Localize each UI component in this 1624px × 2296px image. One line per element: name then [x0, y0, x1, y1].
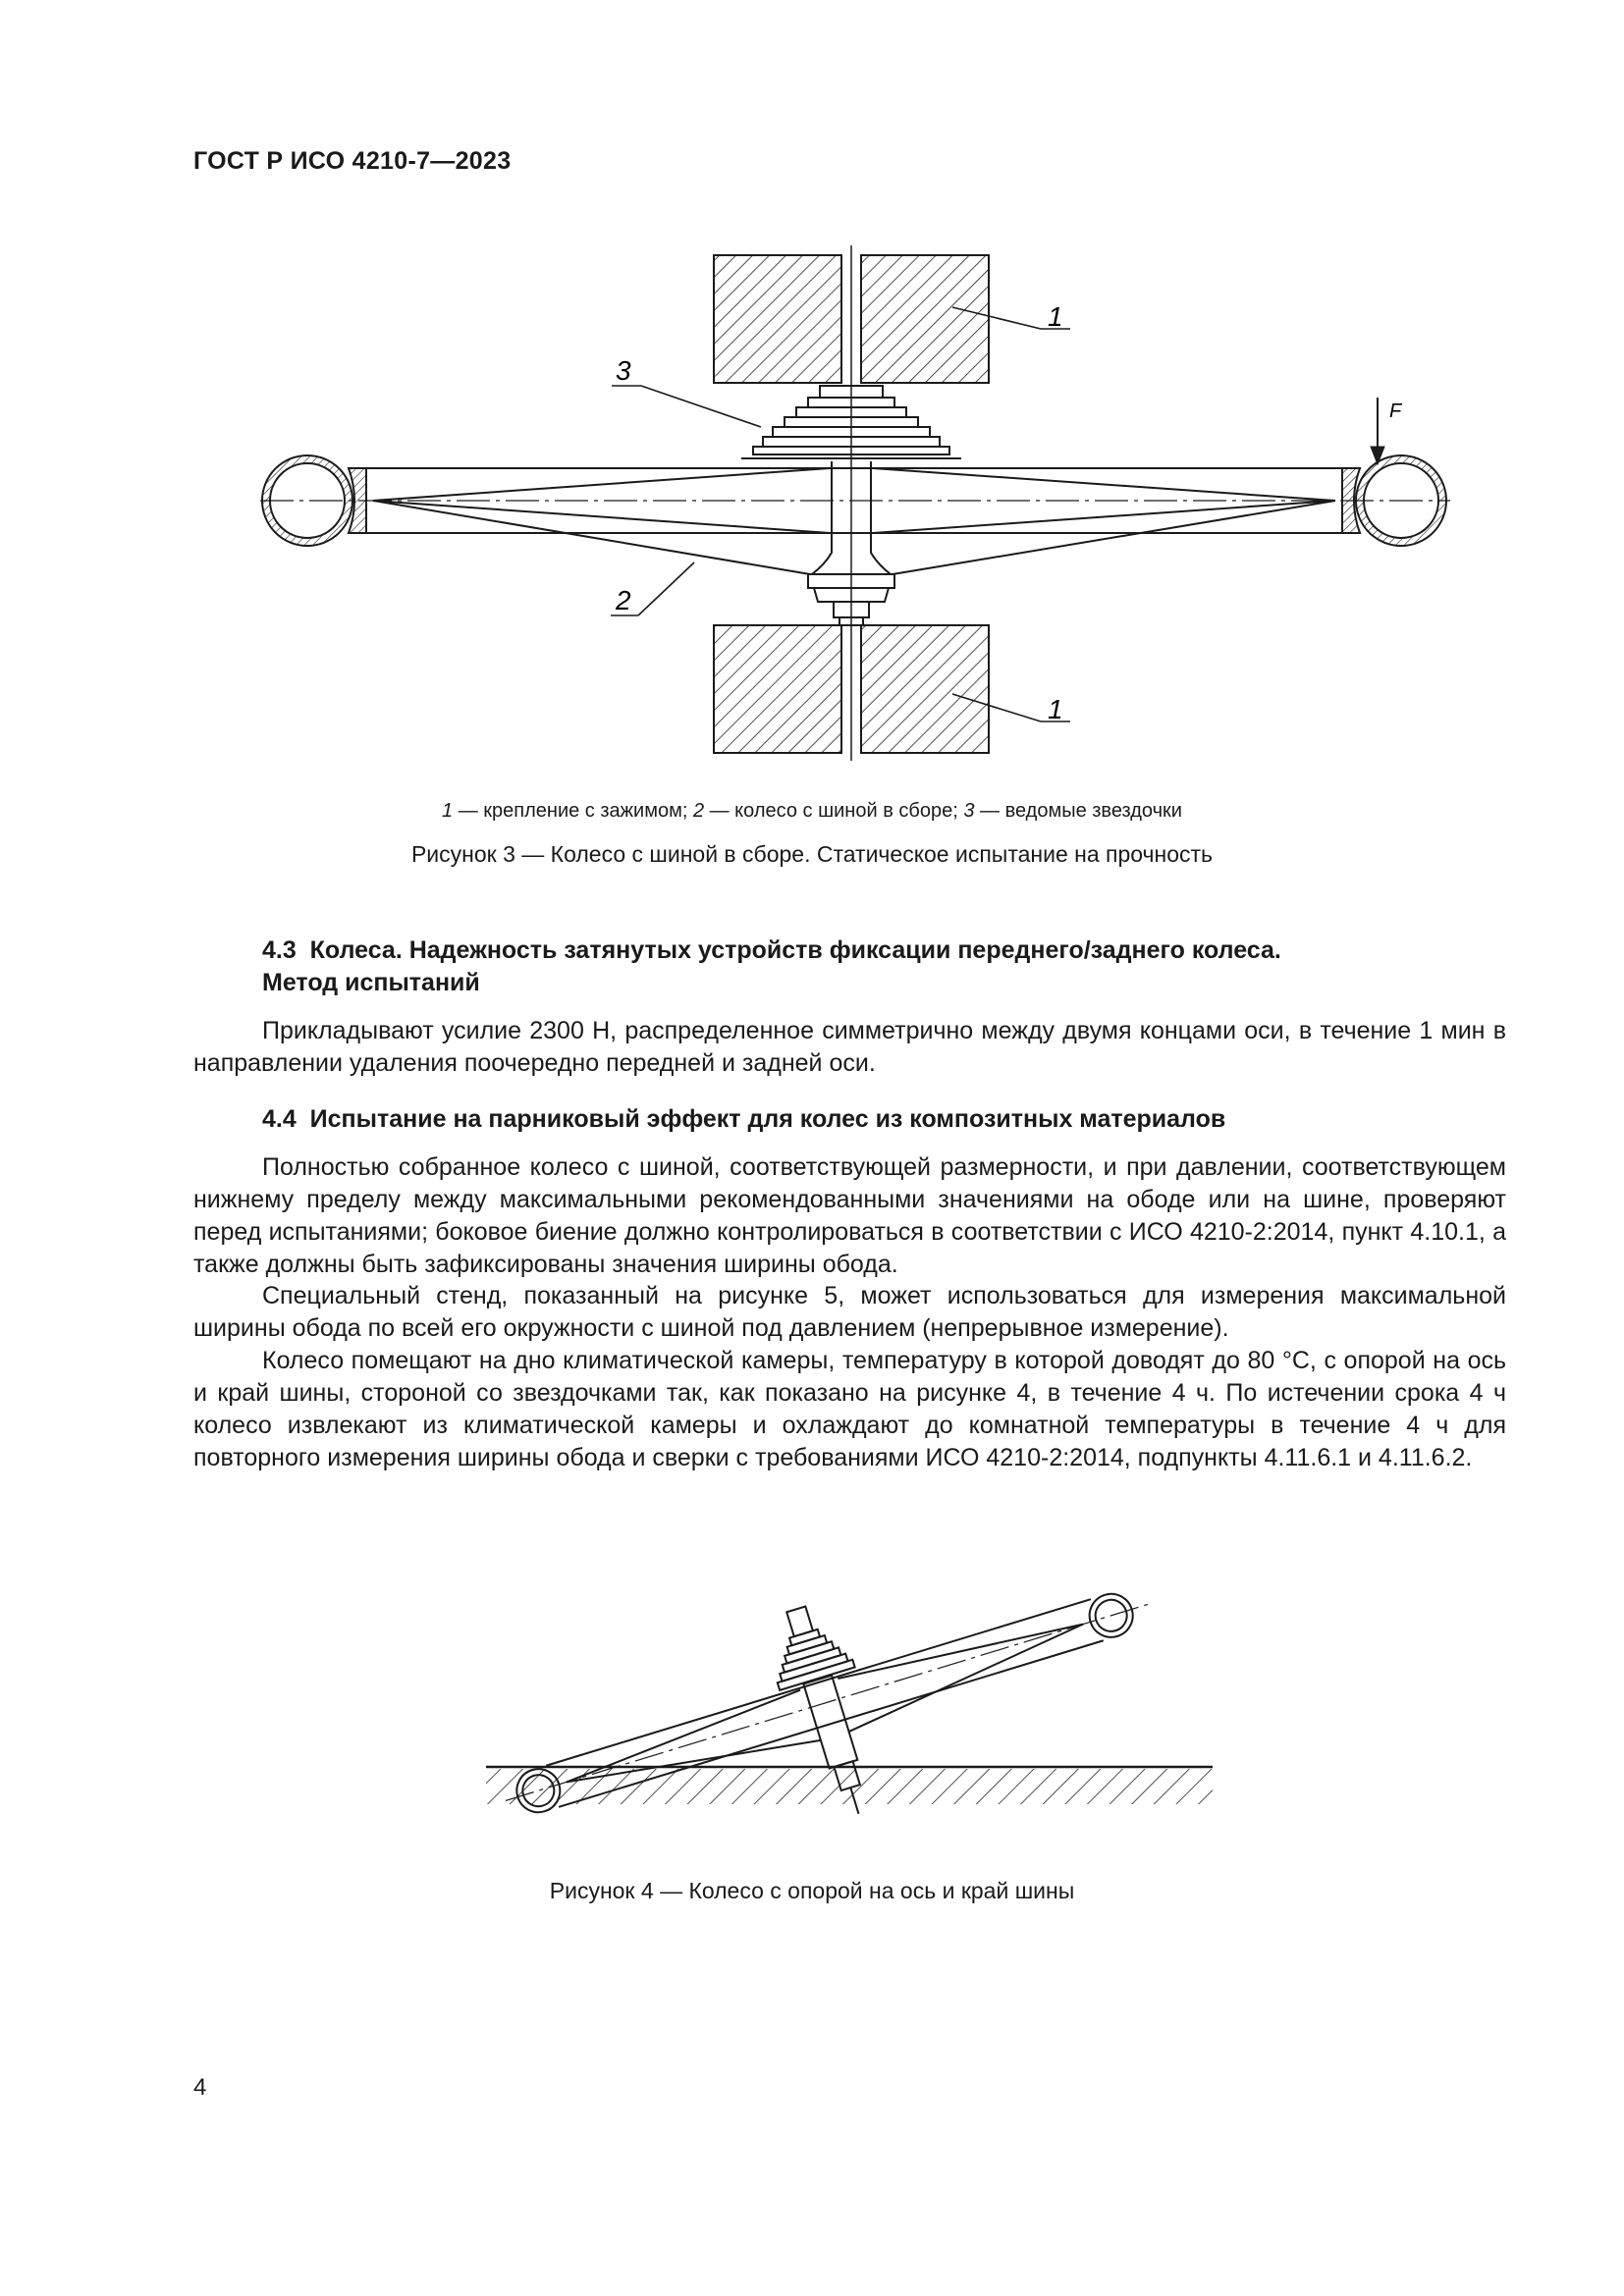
document-header: ГОСТ Р ИСО 4210-7—2023: [193, 147, 512, 175]
legend-text-1: — крепление с зажимом;: [453, 800, 693, 822]
callout-3: 3: [616, 355, 631, 386]
figure-3-drawing: [250, 240, 1458, 771]
section-4-3-title-line1: Колеса. Надежность затянутых устройств фиксации переднего/заднего колеса.: [309, 936, 1281, 964]
callout-1-bottom: 1: [1048, 694, 1063, 724]
section-4-4-paragraph-2: Специальный стенд, показанный на рисунке 5, может использоваться для измерения максимальной ширины обода по всей его окружности с шиной под давлением (непрерывное измерение).: [193, 1282, 1506, 1342]
force-label: F: [1389, 400, 1402, 422]
figure-3-legend: [0, 800, 1624, 823]
callout-1-top: 1: [1048, 301, 1063, 332]
page-number: 4: [193, 2074, 207, 2101]
legend-text-2: — колесо с шиной в сборе;: [704, 800, 964, 822]
legend-num-3: 3: [963, 800, 975, 822]
section-4-3-title-line2: Метод испытаний: [262, 969, 480, 996]
section-4-4-title: Испытание на парниковый эффект для колес из композитных материалов: [309, 1105, 1226, 1133]
section-4-3-paragraph: Прикладывают усилие 2300 Н, распределенное симметрично между двумя концами оси, в течение 1 мин в направлении удаления поочередно передней и задней оси.: [193, 1017, 1506, 1077]
figure-3-caption: Рисунок 3 — Колесо с шиной в сборе. Статическое испытание на прочность: [410, 841, 1214, 867]
section-4-3-number: 4.3: [262, 936, 297, 964]
section-4-4-heading: [193, 1103, 1506, 1136]
legend-num-1: 1: [442, 800, 454, 822]
figure-4-drawing: [481, 1566, 1227, 1836]
legend-text-3: — ведомые звездочки: [974, 800, 1182, 822]
section-4-4-paragraph-3: Колесо помещают на дно климатической камеры, температуру в которой доводят до 80 °С, с опорой на ось и край шины, стороной со звездочками так, как показано на рисунке 4, в течение 4 ч. По истечении срока 4 ч колесо извлекают из климатической камеры и охлаждают до комнатной температуры в течение 4 ч для повторного измерения ширины обода и сверки с требованиями ИСО 4210-2:2014, подпункты 4.11.6.1 и 4.11.6.2.: [193, 1347, 1506, 1471]
callout-2: 2: [616, 585, 631, 615]
section-4-4-number: 4.4: [262, 1105, 297, 1133]
section-4-3-heading: [193, 934, 1506, 967]
section-4-4-paragraph-1: Полностью собранное колесо с шиной, соответствующей размерности, и при давлении, соответствующем нижнему пределу между максимальными рекомендованными значениями на ободе или на шине, проверяют перед испытаниями; боковое биение должно контролироваться в соответствии с ИСО 4210-2:2014, пункт 4.10.1, а также должны быть зафиксированы значения ширины обода.: [193, 1153, 1506, 1278]
figure-4-caption: Рисунок 4 — Колесо с опорой на ось и край шины: [549, 1878, 1075, 1903]
legend-num-2: 2: [692, 800, 705, 822]
